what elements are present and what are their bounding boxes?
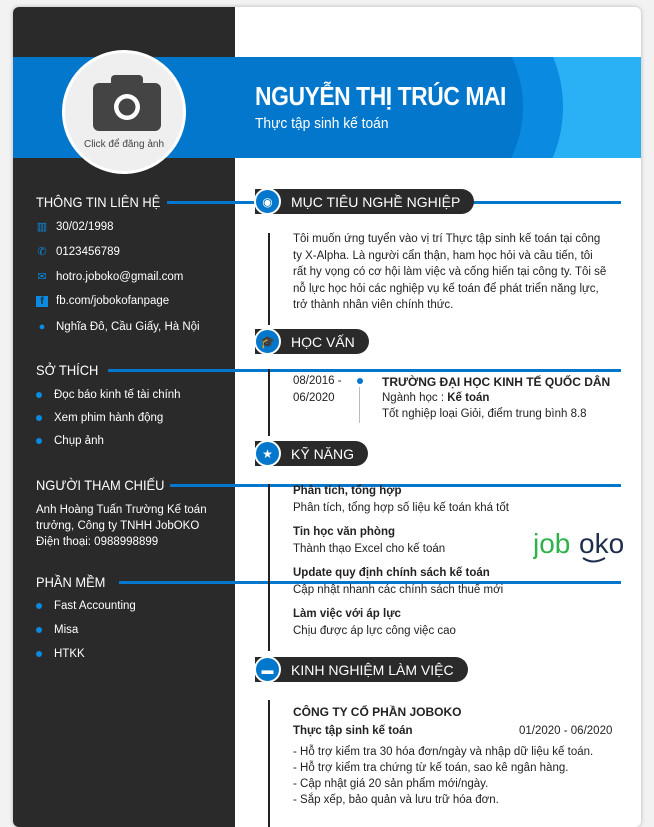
joboko-logo	[533, 525, 629, 565]
bullet-icon	[36, 651, 42, 657]
section-header-experience	[255, 657, 468, 682]
software-item	[36, 600, 136, 612]
job-bullets	[293, 744, 593, 808]
bullet-icon	[36, 392, 42, 398]
photo-caption: Click để đăng ảnh	[83, 139, 165, 150]
hobbies-heading: SỞ THÍCH	[36, 362, 99, 378]
hobby-text: Đọc báo kinh tế tài chính	[54, 389, 181, 401]
bullet-icon	[36, 438, 42, 444]
timeline-line	[268, 233, 270, 325]
skill-name: Tin học văn phòng	[293, 526, 396, 538]
education-result: Tốt nghiệp loại Giỏi, điểm trung bình 8.8	[382, 408, 587, 420]
job-bullet: - Hỗ trợ kiểm tra chứng từ kế toán, sao kê ngân hàng.	[293, 762, 569, 774]
section-title: KỸ NĂNG	[291, 445, 355, 462]
skill-desc: Phân tích, tổng hợp số liệu kế toán khá tốt	[293, 501, 509, 514]
contact-value: 0123456789	[56, 245, 120, 258]
graduation-cap-icon: 🎓	[254, 328, 281, 355]
skill-desc: Thành thạo Excel cho kế toán	[293, 542, 446, 555]
star-icon: ★	[254, 440, 281, 467]
timeline-line	[268, 369, 270, 436]
software-heading: PHẦN MỀM	[36, 574, 106, 590]
skill-item	[293, 565, 503, 598]
section-title: KINH NGHIỆM LÀM VIỆC	[291, 661, 454, 678]
software-item	[36, 624, 78, 636]
svg-text:oko: oko	[579, 528, 625, 559]
hobby-item	[36, 412, 163, 424]
school-name: TRƯỜNG ĐẠI HỌC KINH TẾ QUỐC DÂN	[382, 375, 611, 389]
facebook-icon: f	[36, 296, 48, 307]
job-bullet: - Sắp xếp, bảo quản và lưu trữ hóa đơn.	[293, 794, 499, 806]
skill-desc: Cập nhật nhanh các chính sách thuế mới	[293, 583, 504, 596]
contact-value: Nghĩa Đô, Cầu Giấy, Hà Nội	[56, 321, 200, 333]
section-title: HỌC VẤN	[291, 333, 355, 350]
target-icon: ◉	[254, 188, 281, 215]
skill-item	[293, 606, 456, 639]
bullet-icon	[36, 415, 42, 421]
contact-facebook	[36, 295, 169, 307]
skill-name: Update quy định chính sách kế toán	[293, 567, 490, 579]
contact-value: fb.com/jobokofanpage	[56, 295, 170, 307]
cv-page	[13, 7, 641, 827]
hobby-item	[36, 389, 181, 401]
timeline-line	[359, 387, 360, 423]
skill-item	[293, 483, 509, 516]
company-name: CÔNG TY CỔ PHẦN JOBOKO	[293, 705, 462, 719]
skill-name: Phân tích, tổng hợp	[293, 485, 402, 497]
skill-item	[293, 524, 445, 557]
major-value: Kế toán	[447, 392, 490, 404]
timeline-line	[268, 700, 270, 827]
divider	[108, 369, 621, 372]
objective-text: Tôi muốn ứng tuyển vào vị trí Thực tập sinh kế toán tại công ty X-Alpha. Là người cẩn thận, ham học hỏi và cầu tiến, tôi rất hy vọng có cơ hội làm việc và cống hiến tại công ty. Tôi sẽ nỗ lực học hỏi các nghiệp vụ kế toán để phát triển năng lực, trở thành nhân viên chính thức.	[293, 233, 607, 311]
software-text: Fast Accounting	[54, 600, 136, 612]
candidate-name: NGUYỄN THỊ TRÚC MAI	[255, 81, 506, 111]
major-label: Ngành học :	[382, 392, 448, 404]
svg-text:job: job	[533, 528, 571, 559]
camera-icon	[93, 75, 161, 131]
education-period: 08/2016 - 06/2020	[293, 375, 342, 404]
timeline-dot	[357, 378, 363, 384]
hobby-text: Xem phim hành động	[54, 412, 164, 424]
location-icon: ●	[38, 321, 46, 333]
contact-value: hotro.joboko@gmail.com	[56, 270, 184, 283]
software-item	[36, 648, 85, 660]
section-header-education	[255, 329, 369, 354]
email-icon: ✉	[37, 271, 47, 283]
phone-icon: ✆	[37, 246, 47, 258]
reference-heading: NGƯỜI THAM CHIẾU	[36, 477, 165, 493]
section-header-skills	[255, 441, 368, 466]
bullet-icon	[36, 627, 42, 633]
job-bullet: - Cập nhật giá 20 sản phẩm mới/ngày.	[293, 778, 489, 790]
bullet-icon	[36, 603, 42, 609]
contact-email	[36, 270, 183, 283]
section-header-objective	[255, 189, 474, 214]
timeline-line	[268, 484, 270, 651]
hobby-item	[36, 435, 104, 447]
contact-value: 30/02/1998	[56, 220, 114, 233]
job-bullet: - Hỗ trợ kiểm tra 30 hóa đơn/ngày và nhập dữ liệu kế toán.	[293, 746, 594, 758]
section-title: MỤC TIÊU NGHỀ NGHIỆP	[291, 193, 461, 210]
contact-address	[36, 321, 200, 333]
hobby-text: Chụp ảnh	[54, 435, 104, 447]
software-text: HTKK	[54, 648, 85, 660]
skill-name: Làm việc với áp lực	[293, 608, 401, 620]
job-role: Thực tập sinh kế toán	[293, 725, 413, 737]
contact-phone	[36, 245, 120, 258]
reference-text: Anh Hoàng Tuấn Trường Kế toán trưởng, Công ty TNHH JobOKO Điện thoại: 0988998899	[36, 504, 207, 548]
contact-birthday	[36, 220, 114, 233]
software-text: Misa	[54, 624, 79, 636]
briefcase-icon: ▬	[254, 656, 281, 683]
education-major	[382, 390, 489, 407]
photo-upload[interactable]	[62, 50, 186, 174]
candidate-position: Thực tập sinh kế toán	[255, 115, 389, 132]
contact-heading: THÔNG TIN LIÊN HỆ	[36, 194, 161, 210]
job-period: 01/2020 - 06/2020	[519, 725, 613, 737]
birthday-cake-icon: ▥	[36, 221, 48, 233]
skill-desc: Chịu được áp lực công việc cao	[293, 624, 456, 637]
